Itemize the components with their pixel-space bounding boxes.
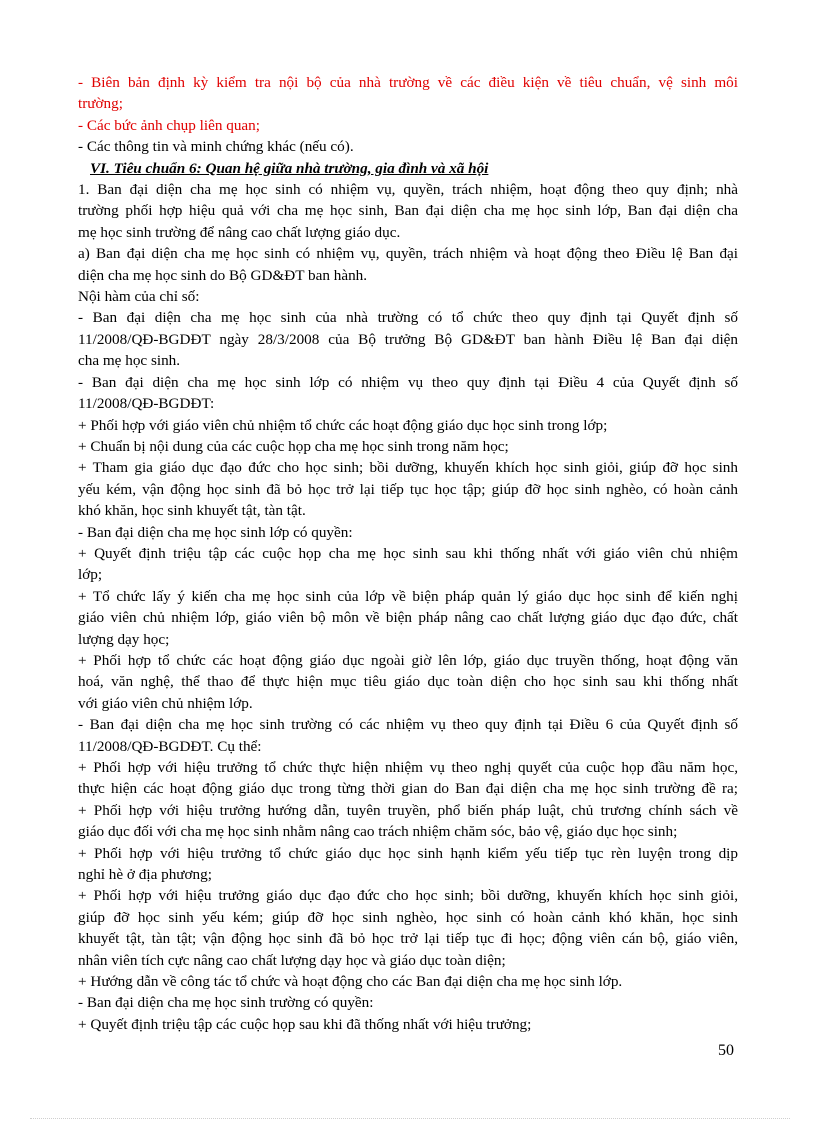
document-body: [78, 179, 738, 1035]
body-line: + Phối hợp với hiệu trưởng tổ chức thực hiện nhiệm vụ theo nghị quyết của cuộc họp đầu năm học,: [78, 759, 738, 776]
body-line: 11/2008/QĐ-BGDĐT ngày 28/3/2008 của Bộ trưởng Bộ GD&ĐT ban hành Điều lệ Ban đại diện: [78, 330, 738, 348]
body-line: - Ban đại diện cha mẹ học sinh của nhà trường có tổ chức theo quy định tại Quyết định số: [78, 309, 738, 327]
body-line: nhân viên tích cực nâng cao chất lượng dạy học và giáo dục toàn diện;: [78, 951, 506, 969]
body-line: lớp;: [78, 566, 103, 584]
body-line: - Ban đại diện cha mẹ học sinh lớp có quyền:: [78, 523, 353, 541]
body-line: Nội hàm của chỉ số:: [78, 288, 200, 306]
body-line: giúp đỡ học sinh yếu kém; giúp đỡ học sinh nghèo, học sinh có hoàn cảnh khó khăn, học sinh: [78, 908, 738, 926]
body-line: trường phối hợp hiệu quả với cha mẹ học sinh, Ban đại diện cha mẹ học sinh lớp, Ban đại diện cha: [78, 202, 738, 220]
body-line: cha mẹ học sinh.: [78, 352, 181, 370]
body-line: khó khăn, học sinh khuyết tật, tàn tật.: [78, 502, 306, 520]
body-line: + Phối hợp với hiệu trưởng tổ chức giáo dục học sinh hạnh kiểm yếu tiếp tục rèn luyện trong dịp: [78, 844, 738, 862]
list-item: - Các thông tin và minh chứng khác (nếu có).: [78, 138, 354, 156]
body-line: a) Ban đại diện cha mẹ học sinh có nhiệm vụ, quyền, trách nhiệm và hoạt động theo Điều lệ Ban đại: [78, 245, 738, 263]
body-line: yếu kém, vận động học sinh đã bỏ học trở lại tiếp tục học tập; giúp đỡ học sinh nghèo, có hoàn cảnh: [78, 480, 738, 498]
body-line: + Chuẩn bị nội dung của các cuộc họp cha mẹ học sinh trong năm học;: [78, 437, 509, 455]
body-line: + Tổ chức lấy ý kiến cha mẹ học sinh của lớp về biện pháp quản lý giáo dục học sinh để kiến nghị: [78, 587, 738, 605]
body-line: lượng dạy học;: [78, 630, 170, 648]
body-line: 11/2008/QĐ-BGDĐT. Cụ thể:: [78, 737, 262, 755]
body-line: 1. Ban đại diện cha mẹ học sinh có nhiệm vụ, quyền, trách nhiệm, hoạt động theo quy định; nhà: [78, 181, 738, 199]
body-line: diện cha mẹ học sinh do Bộ GD&ĐT ban hành.: [78, 266, 368, 284]
body-line: + Quyết định triệu tập các cuộc họp sau khi đã thống nhất với hiệu trưởng;: [78, 1015, 532, 1033]
body-line: - Ban đại diện cha mẹ học sinh trường có các nhiệm vụ theo quy định tại Điều 6 của Quyết định số: [78, 716, 738, 734]
body-line: + Phối hợp với hiệu trưởng giáo dục đạo đức cho học sinh; bồi dưỡng, khuyến khích học sinh giỏi,: [78, 887, 738, 905]
body-line: hoá, văn nghệ, thể thao để thực hiện mục tiêu giáo dục toàn diện cho học sinh sau khi thống nhất: [78, 673, 738, 691]
body-line: + Phối hợp tổ chức các hoạt động giáo dục ngoài giờ lên lớp, giáo dục truyền thống, hoạt động văn: [78, 651, 738, 669]
body-line: + Hướng dẫn về công tác tổ chức và hoạt động cho các Ban đại diện cha mẹ học sinh lớp.: [78, 973, 623, 991]
body-line: + Phối hợp với giáo viên chủ nhiệm tổ chức các hoạt động giáo dục học sinh trong lớp;: [78, 416, 608, 434]
body-line: nghỉ hè ở địa phương;: [78, 866, 212, 884]
body-line: 11/2008/QĐ-BGDĐT:: [78, 395, 215, 413]
section-heading: VI. Tiêu chuẩn 6: Quan hệ giữa nhà trường, gia đình và xã hội: [90, 159, 489, 177]
document-page: [78, 72, 738, 1035]
list-item: - Biên bản định kỳ kiểm tra nội bộ của nhà trường về các điều kiện về tiêu chuẩn, vệ sinh môi: [78, 74, 738, 91]
body-line: + Quyết định triệu tập các cuộc họp cha mẹ học sinh sau khi thống nhất với giáo viên chủ nhiệm: [78, 544, 738, 562]
list-item: trường;: [78, 95, 123, 113]
body-line: + Tham gia giáo dục đạo đức cho học sinh; bồi dưỡng, khuyến khích học sinh giỏi, giúp đỡ học sinh: [78, 459, 738, 477]
body-line: - Ban đại diện cha mẹ học sinh lớp có nhiệm vụ theo quy định tại Điều 4 của Quyết định số: [78, 373, 738, 391]
body-line: giáo dục đối với cha mẹ học sinh nhằm nâng cao trách nhiệm chăm sóc, bảo vệ, giáo dục học sinh;: [78, 823, 678, 841]
body-line: khuyết tật, tàn tật; vận động học sinh đã bỏ học trở lại tiếp tục đi học; động viên cán bộ, giáo viên,: [78, 930, 738, 948]
body-line: với giáo viên chủ nhiệm lớp.: [78, 694, 253, 712]
body-line: giáo viên chủ nhiệm lớp, giáo viên bộ môn về biện pháp nâng cao chất lượng giáo dục đạo đức, chất: [78, 609, 738, 627]
footer-divider: [30, 1118, 790, 1119]
list-item: - Các bức ảnh chụp liên quan;: [78, 116, 260, 134]
body-line: thực hiện các hoạt động giáo dục trong từng thời gian do Ban đại diện cha mẹ học sinh trường đề ra;: [78, 780, 738, 798]
body-line: - Ban đại diện cha mẹ học sinh trường có quyền:: [78, 994, 374, 1012]
page-number: 50: [718, 1042, 734, 1059]
body-line: mẹ học sinh trường để nâng cao chất lượng giáo dục.: [78, 223, 401, 241]
body-line: + Phối hợp với hiệu trưởng hướng dẫn, tuyên truyền, phổ biến pháp luật, chủ trương chính sách về: [78, 801, 738, 819]
